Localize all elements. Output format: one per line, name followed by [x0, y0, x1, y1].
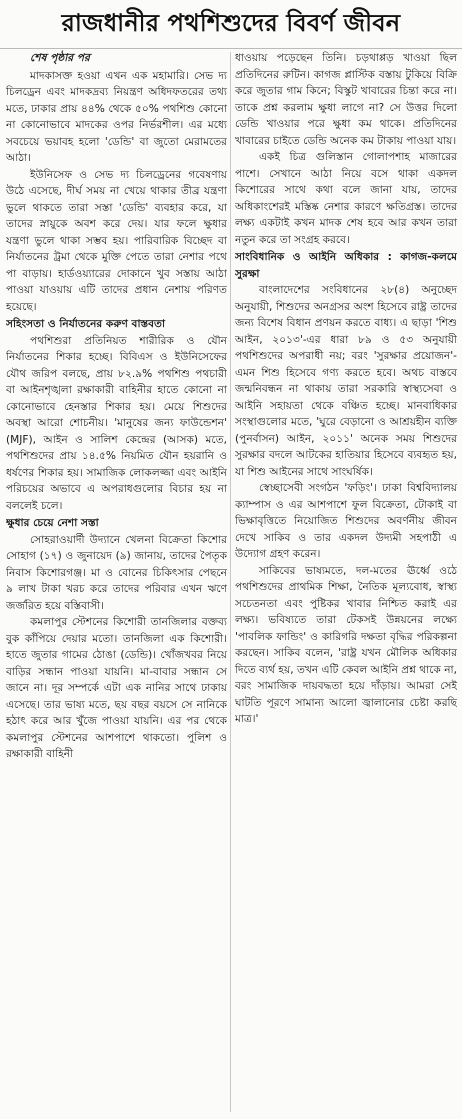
- column-divider: [230, 52, 231, 1112]
- headline-rule: [0, 48, 462, 49]
- paragraph: বাংলাদেশের সংবিধানের ২৮(৪) অনুচ্ছেদ অনুযায়ী, শিশুদের অনগ্রসর অংশ হিসেবে রাষ্ট্র তাদের জন্য বিশেষ বিধান প্রণয়ন করতে বাধ্য। এ ছাড়া 'শিশু আইন, ২০১৩'-এর ধারা ৮৯ ও ৫৩ অনুযায়ী পথশিশুদের অপরাধী নয়; বরং 'সুরক্ষার প্রয়োজন'- এমন শিশু হিসেবে গণ্য করতে হবে। অথচ বাস্তবে জন্মনিবন্ধন না থাকায় তারা সরকারি স্বাস্থ্যসেবা ও আইনি সহায়তা থেকে বঞ্চিত হচ্ছে। মানবাধিকার সংস্থাগুলোর মতে, 'ঘুরে বেড়ানো ও আশ্রয়হীন ব্যক্তি (পুনর্বাসন) আইন, ২০১১' অনেক সময় শিশুদের সুরক্ষার বদলে আটকের হাতিয়ার হিসেবে ব্যবহৃত হয়, যা শিশু আইনের সাথে সাংঘর্ষিক।: [235, 284, 457, 478]
- paragraph: পথশিশুরা প্রতিনিয়ত শারীরিক ও যৌন নির্যাতনের শিকার হচ্ছে। বিবিএস ও ইউনিসেফের যৌথ জরিপ বলছে, প্রায় ৮২.৯% পথশিশু পথচারী বা আইনশৃঙ্খলা রক্ষাকারী বাহিনীর হাতে কোনো না কোনোভাবে হেনস্তার শিকার হয়। মেয়ে শিশুদের অবস্থা আরো শোচনীয়। 'মানুষের জন্য ফাউন্ডেশন' (MJF), আইন ও সালিশ কেন্দ্রের (আসক) মতে, পথশিশুদের প্রায় ১৪.৫% নিয়মিত যৌন হয়রানি ও ধর্ষণের শিকার হয়। সামাজিক লোকলজ্জা এবং আইনি পরিচয়ের অভাবে এ অপরাধগুলোর বিচার হয় না বললেই চলে।: [6, 334, 227, 512]
- continuation-kicker: শেষ পৃষ্ঠার পর: [30, 52, 90, 64]
- paragraph: স্বেচ্ছাসেবী সংগঠন 'ফড়িং'। ঢাকা বিশ্ববিদ্যালয় ক্যাম্পাস ও এর আশপাশে ফুল বিক্রেতা, টোকাই বা ভিক্ষাবৃত্তিতে নিয়োজিত শিশুদের অবর্ণনীয় জীবন দেখে সাকিব ও তার একদল উদ্যমী সহপাঠী এ উদ্যোগ গ্রহণ করেন।: [235, 482, 457, 560]
- paragraph: একই চিত্র গুলিস্তান গোলাপশাহ মাজারের পাশে। সেখানে আঠা নিয়ে বসে থাকা একদল কিশোরের সাথে কথা বলে জানা যায়, তাদের অধিকাংশেরই মস্তিষ্ক নেশার কারণে ক্ষতিগ্রস্ত। তাদের লক্ষ্য একটাই কখন মাদক শেষ হবে আর কখন তারা নতুন করে তা সংগ্রহ করবে।: [235, 151, 457, 246]
- paragraph: মাদকাসক্ত হওয়া এখন এক মহামারি। সেভ দ্য চিলড্রেন এবং মাদকদ্রব্য নিয়ন্ত্রণ অধিদফতরের তথ্য মতে, ঢাকার প্রায় ৪৪% থেকে ৫০% পথশিশু কোনো না কোনোভাবে মাদকের ওপর নির্ভরশীল। এর মধ্যে সবচেয়ে ভয়াবহ হলো 'ডেন্ডি' বা জুতো মেরামতের আঠা।: [6, 69, 227, 164]
- subheading: সাংবিধানিক ও আইনি অধিকার : কাগজ-কলমে সুরক্ষা: [235, 251, 457, 280]
- paragraph: কমলাপুর স্টেশনের কিশোরী তানজিলার বক্তব্য বুক কাঁপিয়ে দেয়ার মতো। তানজিলা এক কিশোরী। হাতে জুতার গামের ঠোঙা (ডেন্ডি)। খোঁজখবর নিয়ে বাড়ির সন্ধান পাওয়া যায়নি। মা-বাবার সন্ধান সে জানে না। দূর সম্পর্কে এটা এক নানির সাথে ঢাকায় এসেছে। তার ভাষ্য মতে, ছয় বছর বয়সে সে নানিকে হঠাৎ করে আর খুঁজে পাওয়া যায়নি। এর পর থেকে কমলাপুর স্টেশনের আশপাশে থাকতো। পুলিশ ও রক্ষাকারী বাহিনী: [6, 616, 227, 760]
- right-column: [235, 50, 457, 1116]
- subheading: ক্ষুধার চেয়ে নেশা সস্তা: [6, 517, 99, 529]
- paragraph: সোহরাওয়ার্দী উদ্যানে খেলনা বিক্রেতা কিশোর সোহাগ (১৭) ও জুনায়েদ (৯) জানায়, তাদের পৈতৃক নিবাস কিশোরগঞ্জ। মা ও বোনের চিকিৎসার পেছনে ৯ লাখ টাকা খরচ করে তাদের পরিবার এখন ঋণে জর্জরিত হয়ে বস্তিবাসী।: [6, 533, 227, 612]
- headline: রাজধানীর পথশিশুদের বিবর্ণ জীবন: [61, 9, 401, 37]
- subheading: সহিংসতা ও নির্যাতনের করুণ বাস্তবতা: [6, 318, 166, 330]
- paragraph: ইউনিসেফ ও সেভ দ্য চিলড্রেনের গবেষণায় উঠে এসেছে, দীর্ঘ সময় না খেয়ে থাকার তীব্র যন্ত্রণা ভুলে থাকতে তারা সস্তা 'ডেন্ডি' ব্যবহার করে, যা তাদের স্নায়ুকে অবশ করে দেয়। যার ফলে ক্ষুধার যন্ত্রণা ভুলে থাকা সম্ভব হয়। পারিবারিক বিচ্ছেদ বা নির্যাতনের ট্রমা থেকে মুক্তি পেতে তারা নেশার পথে পা বাড়ায়। হার্ডওয়্যারের দোকানে খুব সস্তায় আঠা পাওয়া যাওয়ায় এটি তাদের প্রধান নেশায় পরিণত হয়েছে।: [6, 168, 227, 313]
- left-column: [6, 50, 227, 1116]
- paragraph: সাকিবের ভাষ্যমতে, দল-মতের ঊর্ধ্বে ওঠে পথশিশুদের প্রাথমিক শিক্ষা, নৈতিক মূল্যবোধ, স্বাস্থ্য সচেতনতা এবং পুষ্টিকর খাবার নিশ্চিত করাই এর লক্ষ্য। ভবিষ্যতে তারা টেকসই উন্নয়নের লক্ষ্যে 'পাবলিক ফান্ডিং' ও কারিগরি দক্ষতা বৃদ্ধির পরিকল্পনা করছেন। সাকিব বলেন, 'রাষ্ট্র যখন মৌলিক অধিকার দিতে ব্যর্থ হয়, তখন এটি কেবল আইনি প্রশ্ন থাকে না, বরং সামাজিক দায়বদ্ধতা হয়ে দাঁড়ায়। আমরা সেই ঘাটতি পূরণে সামান্য আলো জ্বালানোর চেষ্টা করছি মাত্র।': [235, 564, 457, 725]
- paragraph: ধাওয়ায় পড়েছেন তিনি। চড়থাপ্পড় খাওয়া ছিল প্রতিদিনের রুটিন। কাগজ প্লাস্টিক বস্তায় টুকিয়ে বিক্রি করে জুতার গাম কিনে; বিস্কুট খাবারের চিন্তা করে না। তাকে প্রশ্ন করলাম ক্ষুধা লাগে না? সে উত্তর দিলো ডেন্ডি খাওয়ার পরে ক্ষুধা কম থাকে। প্রতিদিনের খাবারের চাইতে ডেন্ডি অনেক কম টাকায় পাওয়া যায়।: [235, 52, 457, 147]
